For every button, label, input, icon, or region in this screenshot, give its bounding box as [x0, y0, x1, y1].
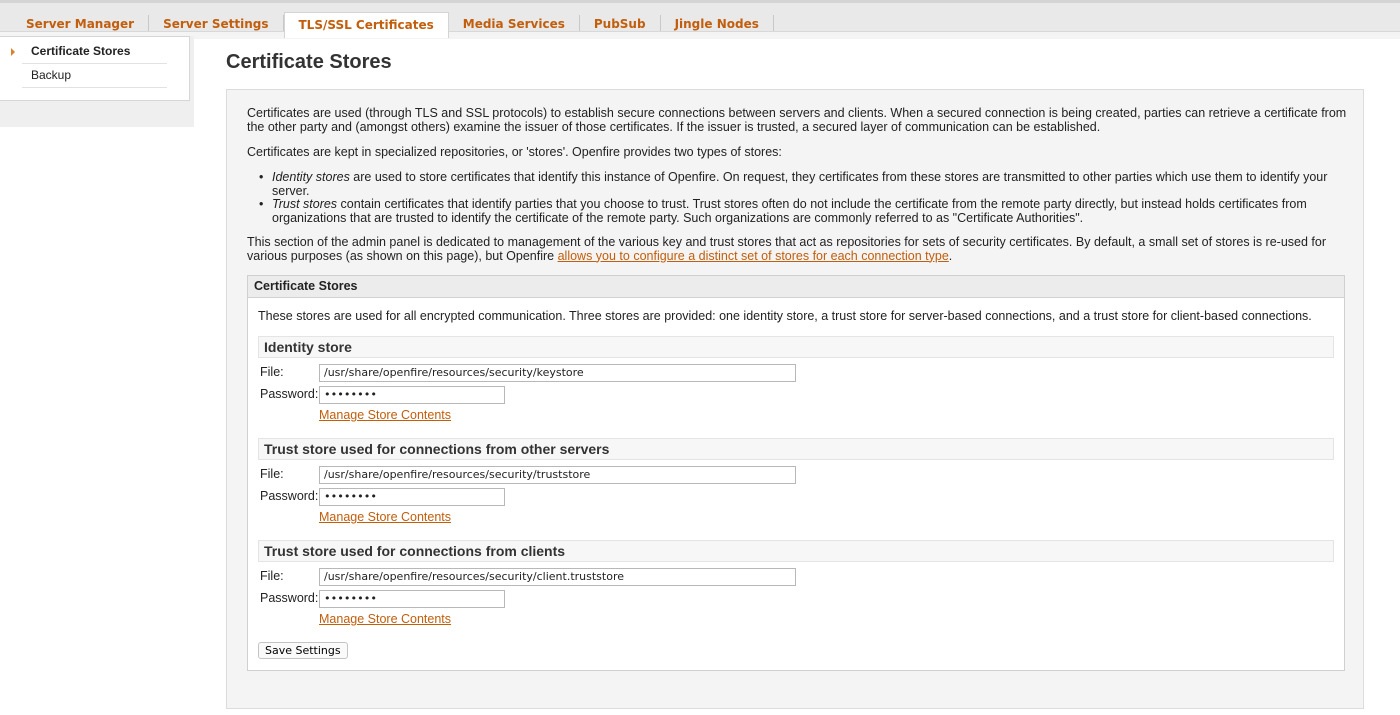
panel-title: Certificate Stores — [248, 276, 1344, 298]
identity-store-heading: Identity store — [258, 336, 1334, 358]
trust-stores-text: contain certificates that identify parties that you choose to trust. Trust stores often do not include the certificate from the remote party directly, but instead holds certificates from organizations that are trusted to identify the certificate of the remote party. Such organizations are commonly referred to as "Certificate Authorities". — [272, 197, 1307, 225]
password-label: Password: — [260, 591, 319, 605]
tab-pubsub[interactable]: PubSub — [580, 15, 661, 31]
tab-tls-ssl-certificates[interactable]: TLS/SSL Certificates — [284, 12, 449, 38]
sidebar — [0, 36, 190, 101]
intro-paragraph-3-end: . — [948, 248, 953, 263]
file-label: File: — [260, 467, 284, 481]
file-label: File: — [260, 569, 284, 583]
identity-stores-term: Identity stores — [272, 170, 350, 184]
trust-stores-term: Trust stores — [272, 197, 338, 211]
store-types-list — [272, 171, 1352, 225]
identity-stores-text: are used to store certificates that identify this instance of Openfire. On request, they certificates from these stores are transmitted to other parties which use them to identify your server. — [272, 170, 1328, 198]
server-trust-store-manage-link[interactable]: Manage Store Contents — [319, 510, 452, 524]
top-nav — [0, 0, 1400, 36]
caret-right-icon — [11, 48, 15, 56]
server-trust-store-password-input[interactable]: •••••••• — [319, 488, 505, 506]
intro-paragraph-1: Certificates are used (through TLS and SSL protocols) to establish secure connections between servers and clients. When a secured connection is being created, parties can retrieve a certificate from the other party and (amongst others) examine the issuer of those certificates. If the issuer is trusted, a secured layer of communication can be established. — [247, 106, 1347, 134]
list-item — [272, 198, 1352, 225]
configure-stores-link[interactable]: allows you to configure a distinct set of stores for each connection type — [557, 248, 949, 263]
list-item — [272, 171, 1352, 198]
server-trust-store-file-input[interactable]: /usr/share/openfire/resources/security/truststore — [319, 466, 796, 484]
sidebar-item-certificate-stores[interactable] — [22, 40, 167, 64]
client-trust-store-manage-link[interactable]: Manage Store Contents — [319, 612, 452, 626]
identity-store-manage-link[interactable]: Manage Store Contents — [319, 408, 452, 422]
identity-store-password-input[interactable]: •••••••• — [319, 386, 505, 404]
file-label: File: — [260, 365, 284, 379]
panel-description: These stores are used for all encrypted communication. Three stores are provided: one identity store, a trust store for server-based connections, and a trust store for client-based connections. — [258, 309, 1312, 323]
client-trust-store-file-input[interactable]: /usr/share/openfire/resources/security/client.truststore — [319, 568, 796, 586]
tab-jingle-nodes[interactable]: Jingle Nodes — [661, 15, 774, 31]
main-content — [226, 89, 1364, 709]
identity-store-file-input[interactable]: /usr/share/openfire/resources/security/keystore — [319, 364, 796, 382]
nav-tabs — [12, 12, 774, 36]
client-trust-store-heading: Trust store used for connections from clients — [258, 540, 1334, 562]
sidebar-item-label: Certificate Stores — [31, 44, 131, 58]
password-label: Password: — [260, 489, 319, 503]
page-title: Certificate Stores — [226, 51, 392, 73]
password-label: Password: — [260, 387, 319, 401]
sidebar-item-label: Backup — [31, 68, 72, 82]
certificate-stores-panel — [247, 275, 1345, 671]
server-trust-store-heading: Trust store used for connections from other servers — [258, 438, 1334, 460]
tab-media-services[interactable]: Media Services — [449, 15, 580, 31]
tab-server-manager[interactable]: Server Manager — [12, 15, 149, 31]
intro-paragraph-2: Certificates are kept in specialized repositories, or 'stores'. Openfire provides two types of stores: — [247, 145, 782, 159]
sidebar-item-backup[interactable] — [22, 64, 167, 88]
tab-server-settings[interactable]: Server Settings — [149, 15, 283, 31]
intro-paragraph-3-text: This section of the admin panel is dedicated to management of the various key and trust stores that act as repositories for sets of security certificates. By default, a small set of stores is re-used for various purposes (as shown on this page), but Openfire — [247, 235, 1326, 263]
client-trust-store-password-input[interactable]: •••••••• — [319, 590, 505, 608]
save-settings-button[interactable]: Save Settings — [258, 642, 348, 659]
intro-paragraph-3 — [247, 236, 1347, 263]
